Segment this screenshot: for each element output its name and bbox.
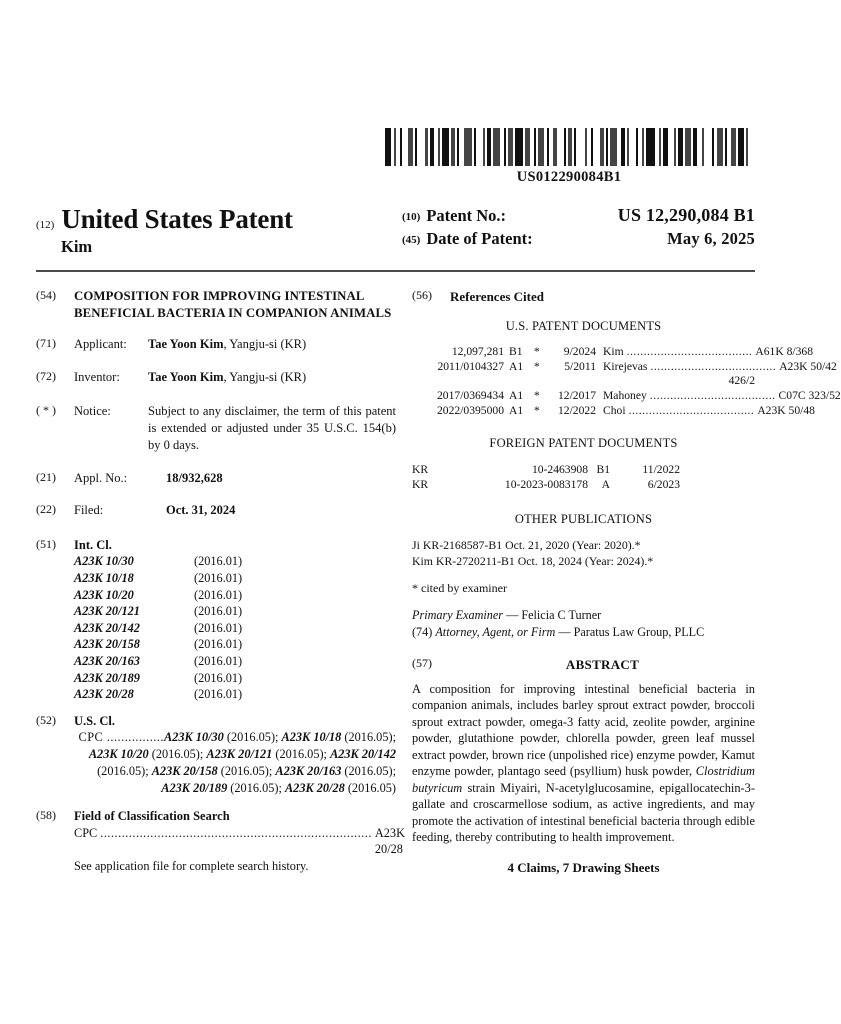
inid-71: (71) [36,336,56,351]
inid-51: (51) [36,536,56,551]
cpc-label-and-leader: CPC ................ [78,730,165,745]
leader-dots: ..................................... [649,389,776,403]
ref-classification: A23K 50/48 [757,403,815,417]
abstract-part-2: strain Miyairi, N-acetylglucosamine, epigallocatechin-3-gallate and croscarmellose sodium, as active ingredients, and may promote the activation of intestinal beneficial bacteria through edible feeding, thereby contributing to health improvement. [412,780,755,845]
field-search-section [36,808,405,874]
int-cl-version: (2016.01) [194,604,243,619]
int-cl-version: (2016.01) [194,571,243,585]
attorney-row [412,624,755,640]
other-publications-list [412,538,755,569]
int-cl-code: A23K 20/142 [74,620,140,635]
int-cl-version: (2016.01) [194,587,243,602]
inventor-value [148,369,396,386]
inventor-location: , Yangju-si (KR) [223,369,307,384]
claims-drawings-line: 4 Claims, 7 Drawing Sheets [507,859,660,875]
attorney-label: Attorney, Agent, or Firm [435,624,556,639]
int-cl-row [74,603,396,620]
inid-10: (10) [402,211,421,223]
ref-number: 2022/0395000 [437,403,504,417]
ref-classification: A23K 50/42 [779,359,837,373]
abstract-part-1: A composition for improving intestinal beneficial bacteria in companion animals, includes barley sprout extract powder, broccoli sprout extract powder, omega-3 fatty acid, zeolite powder, arginine powder, glutathione powder, chlorella powder, green leaf mussel extract powder, brown rice (unpolished rice) enzyme powder, Kamut enzyme powder, plantago seed (psyllium) husk powder, [412,681,755,779]
ref-number: 12,097,281 [451,345,504,359]
inventor-surname: Kim [61,237,93,257]
abstract-heading-row [412,656,755,674]
inid-star: ( * ) [36,403,56,418]
examiner-dash: — [503,607,522,622]
leader-dots: ..................................... [650,359,777,373]
foreign-kind-code: A [601,478,610,492]
applicant-section [36,336,396,353]
int-cl-version: (2016.01) [194,687,243,702]
appl-no-section [36,470,396,487]
int-cl-code: A23K 10/30 [74,554,134,569]
int-cl-heading: Int. Cl. [74,537,112,552]
cpc-version: (2016.05) [344,780,396,795]
notice-text: Subject to any disclaimer, the term of this patent is extended or adjusted under 35 U.S.C. 154(b) by 0 days. [148,404,396,452]
ref-assignee-name: Mahoney [603,389,647,403]
inid-72: (72) [36,368,56,383]
inventor-label: Inventor: [74,369,120,384]
leader-dots: ..................................... [626,345,753,359]
int-cl-section [36,537,396,703]
ref-kind-code: B1 [509,345,523,359]
foreign-number: 10-2023-0083178 [504,478,588,492]
table-row [412,477,755,492]
ref-kind-code: A1 [509,359,524,373]
cpc-code: A23K 20/142 [330,747,396,762]
cpc-version: (2016.05); [341,763,396,778]
int-cl-version: (2016.01) [194,554,243,569]
other-publication-item: Kim KR-2720211-B1 Oct. 18, 2024 (Year: 2024).* [412,553,654,568]
int-cl-code: A23K 20/28 [74,687,134,702]
patent-header [36,205,755,257]
foreign-patent-documents-heading: FOREIGN PATENT DOCUMENTS [489,436,678,451]
references-cited-section [412,288,755,319]
header-divider [36,270,755,272]
ref-star: * [534,359,540,373]
int-cl-row [74,553,396,570]
table-row [412,345,814,360]
foreign-date: 6/2023 [647,478,680,492]
inid-21: (21) [36,469,56,484]
cpc-version: (2016.05); [272,747,331,762]
attorney-name: Paratus Law Group, PLLC [573,624,705,639]
applicant-name: Tae Yoon Kim [148,337,224,352]
inid-57: (57) [412,656,432,671]
cpc-code: A23K 10/30 [164,730,224,745]
table-row [412,389,841,404]
foreign-country-code: KR [412,478,429,492]
barcode-image [385,128,753,166]
ref-assignee-name: Kirejevas [603,359,648,373]
applicant-value [148,336,396,353]
us-cl-heading: U.S. Cl. [74,713,115,728]
cpc-code: A23K 10/18 [281,730,342,745]
filed-label: Filed: [74,503,104,518]
references-cited-heading: References Cited [450,289,544,304]
int-cl-row [74,670,396,687]
int-cl-row [74,636,396,653]
int-cl-code: A23K 10/18 [74,571,134,585]
ref-date: 12/2017 [557,389,596,403]
appl-no-label: Appl. No.: [74,470,128,485]
abstract-italic-species: Clostridium butyricum [412,764,755,795]
inid-58: (58) [36,808,56,823]
int-cl-table [74,553,396,702]
cpc-code: A23K 20/121 [206,747,273,762]
int-cl-row [74,653,396,670]
int-cl-row [74,620,396,637]
int-cl-version: (2016.01) [194,637,243,652]
inid-45: (45) [402,234,421,246]
inventor-section [36,369,396,386]
primary-examiner-row [412,607,755,623]
barcode-block [385,128,753,186]
ref-classification: A61K 8/368 [755,345,814,359]
patent-date-value: May 6, 2025 [667,229,755,248]
inid-74: (74) [412,624,433,639]
us-patent-documents-heading: U.S. PATENT DOCUMENTS [505,319,662,334]
abstract-text [412,681,755,846]
inid-54: (54) [36,288,56,302]
int-cl-row [74,686,396,703]
ref-classification-continued: 426/2 [728,374,755,388]
cpc-version: (2016.05); [341,730,396,745]
cpc-code: A23K 10/20 [88,747,149,762]
other-publication-item: Ji KR-2168587-B1 Oct. 21, 2020 (Year: 2020).* [412,538,641,553]
patent-date-label: Date of Patent: [426,229,533,248]
foreign-patent-documents-table [412,462,755,492]
patent-number-label: Patent No.: [426,206,507,225]
us-patent-documents-table [412,345,841,418]
cpc-list [74,729,396,796]
barcode-number: US012290084B1 [516,169,622,185]
cpc-version: (2016.05); [227,780,285,795]
ref-kind-code: A1 [509,403,524,417]
us-cl-section [36,713,396,797]
field-search-cpc-label: CPC [74,825,98,840]
int-cl-code: A23K 20/163 [74,653,140,668]
inventor-name: Tae Yoon Kim [148,369,224,384]
foreign-number: 10-2463908 [531,463,588,477]
cpc-version: (2016.05); [217,763,276,778]
primary-examiner-name: Felicia C Turner [521,607,602,622]
patent-date-row [402,229,755,249]
ref-star: * [534,389,540,403]
int-cl-code: A23K 20/189 [74,670,140,685]
cpc-code: A23K 20/28 [284,780,345,795]
applicant-location: , Yangju-si (KR) [223,337,307,352]
inid-56: (56) [412,288,432,302]
int-cl-row [74,587,396,604]
ref-date: 9/2024 [563,345,596,359]
cpc-version: (2016.05); [223,730,282,745]
cpc-version: (2016.05); [97,763,152,778]
ref-assignee-name: Choi [603,403,626,417]
appl-no-value: 18/932,628 [166,470,223,485]
table-row [412,403,815,419]
cpc-code: A23K 20/158 [151,763,218,778]
cpc-code: A23K 20/163 [275,763,342,778]
inid-22: (22) [36,502,56,517]
ref-number: 2017/0369434 [437,389,504,403]
inid-52: (52) [36,712,56,727]
int-cl-code: A23K 10/20 [74,587,134,602]
attorney-dash: — [555,624,574,639]
applicant-label: Applicant: [74,337,127,352]
invention-title-section [36,288,396,322]
foreign-kind-code: B1 [596,463,610,477]
page-title: United States Patent [61,204,293,234]
int-cl-code: A23K 20/158 [74,637,140,652]
ref-assignee-name: Kim [603,345,624,359]
ref-classification: C07C 323/52 [778,389,841,403]
field-search-cpc-value: A23K 20/28 [374,825,405,857]
ref-star: * [534,403,540,417]
int-cl-row [74,570,396,587]
foreign-date: 11/2022 [642,463,680,477]
table-row [412,462,755,477]
notice-label: Notice: [74,404,111,419]
left-column [36,288,405,888]
notice-section [36,403,396,453]
filed-section [36,502,396,519]
patent-number-value: US 12,290,084 B1 [617,205,755,225]
int-cl-code: A23K 20/121 [74,604,140,619]
ref-number: 2011/0104327 [437,359,504,373]
primary-examiner-label: Primary Examiner [412,607,504,622]
cited-by-examiner: * cited by examiner [412,580,507,595]
ref-kind-code: A1 [509,389,524,403]
header-right [402,205,755,257]
foreign-country-code: KR [412,463,429,477]
field-search-note: See application file for complete search history. [74,858,309,873]
field-search-cpc-row [74,825,405,858]
patent-number-row [402,205,755,226]
table-row [412,359,837,375]
cpc-version: (2016.05); [148,747,207,762]
int-cl-version: (2016.01) [194,653,243,668]
ref-date: 5/2011 [564,359,596,373]
leader-dots: ..................................... [628,403,755,417]
abstract-heading: ABSTRACT [565,657,640,673]
field-search-heading: Field of Classification Search [74,809,230,824]
cpc-code: A23K 20/189 [161,780,228,795]
invention-title: COMPOSITION FOR IMPROVING INTESTINAL BENEFICIAL BACTERIA IN COMPANION ANIMALS [74,289,392,321]
other-publications-heading: OTHER PUBLICATIONS [514,512,653,527]
leader-dots: ............................................................................ [100,825,372,840]
right-column [412,288,841,876]
ref-star: * [534,345,540,359]
ref-date: 12/2022 [557,403,596,417]
int-cl-version: (2016.01) [194,670,243,685]
inid-12: (12) [36,219,55,231]
int-cl-version: (2016.01) [194,620,243,635]
filed-value: Oct. 31, 2024 [166,503,236,518]
header-left [36,205,402,257]
